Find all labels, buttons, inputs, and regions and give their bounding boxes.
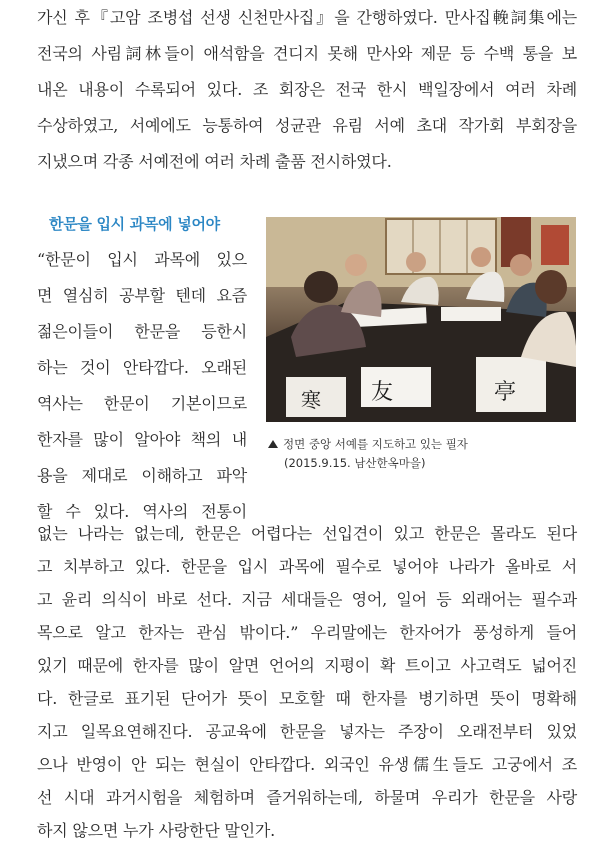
body-line: 지고 일목요연해진다. 공교육에 한문을 넣자는 주장이 오래전부터 있었: [37, 722, 577, 741]
intro-line: 가신 후『고암 조병섭 선생 신천만사집』을 간행하였다. 만사집輓詞集에는: [37, 8, 577, 27]
svg-text:寒: 寒: [301, 388, 321, 412]
intro-line: 지냈으며 각종 서예전에 여러 차례 출품 전시하였다.: [37, 152, 392, 171]
body-line: 면 열심히 공부할 텐데 요즘: [37, 286, 247, 305]
body-line: 젊은이들이 한문을 등한시: [37, 322, 247, 341]
body-line: 선 시대 과거시험을 체험하며 즐거워하는데, 하물며 우리가 한문을 사랑: [37, 788, 577, 807]
intro-line: 수상하였고, 서예에도 능통하여 성균관 유림 서예 초대 작가회 부회장을: [37, 116, 577, 135]
section-heading: 한문을 입시 과목에 넣어야: [49, 215, 220, 233]
body-line: 용을 제대로 이해하고 파악: [37, 466, 247, 485]
caption-date: (2015.9.15. 남산한옥마을): [284, 456, 426, 470]
body-line: 다. 한글로 표기된 단어가 뜻이 모호할 때 한자를 병기하면 뜻이 명확해: [37, 689, 577, 708]
body-line: 고 윤리 의식이 바로 선다. 지금 세대들은 영어, 일어 등 외래어는 필수과: [37, 590, 577, 609]
caption-text: 정면 중앙 서예를 지도하고 있는 필자: [283, 437, 468, 451]
body-line: 없는 나라는 없는데, 한문은 어렵다는 선입견이 있고 한문은 몰라도 된다: [37, 524, 577, 543]
body-line: 목으로 알고 한자는 관심 밖이다.” 우리말에는 한자어가 풍성하게 들어: [37, 623, 577, 642]
body-line: “한문이 입시 과목에 있으: [37, 250, 247, 269]
body-line: 한자를 많이 알아야 책의 내: [37, 430, 247, 449]
photo-illustration: [266, 217, 576, 422]
photo-caption: [268, 436, 468, 452]
calligraphy-class-photo: [266, 217, 576, 422]
intro-line: 내온 내용이 수록되어 있다. 조 회장은 전국 한시 백일장에서 여러 차례: [37, 80, 577, 99]
body-line: 할 수 있다. 역사의 전통이: [37, 502, 247, 521]
body-line: 하는 것이 안타깝다. 오래된: [37, 358, 247, 377]
triangle-up-icon: [268, 440, 278, 448]
svg-text:友: 友: [371, 380, 394, 405]
body-line: 역사는 한문이 기본이므로: [37, 394, 247, 413]
body-line: 으나 반영이 안 되는 현실이 안타깝다. 외국인 유생儒生들도 고궁에서 조: [37, 755, 577, 774]
body-line: 하지 않으면 누가 사랑한단 말인가.: [37, 821, 276, 840]
body-line: 있기 때문에 한자를 많이 알면 언어의 지평이 확 트이고 사고력도 넓어진: [37, 656, 577, 675]
body-line: 고 치부하고 있다. 한문을 입시 과목에 필수로 넣어야 나라가 올바로 서: [37, 557, 577, 576]
svg-text:亭: 亭: [494, 380, 517, 405]
intro-line: 전국의 사림詞林들이 애석함을 견디지 못해 만사와 제문 등 수백 통을 보: [37, 44, 577, 63]
